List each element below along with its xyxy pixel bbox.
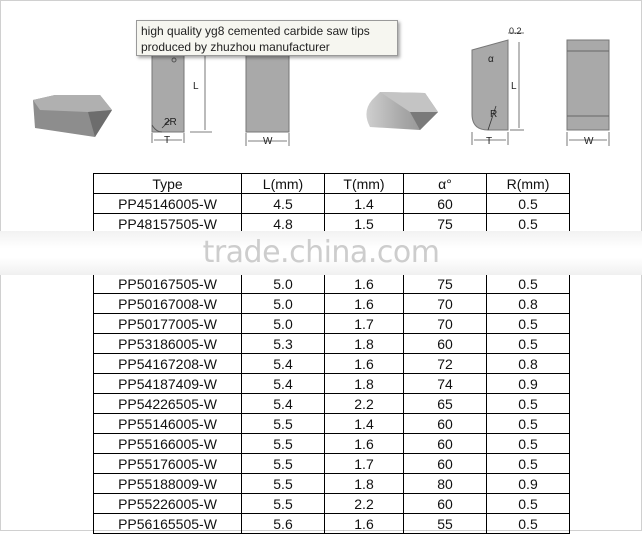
table-cell: 74 xyxy=(404,374,487,394)
table-cell: 4.5 xyxy=(242,194,325,214)
table-row xyxy=(94,374,570,394)
table-cell: PP48157505-W xyxy=(94,214,242,234)
image-tooltip xyxy=(136,20,398,56)
table-cell: 65 xyxy=(404,394,487,414)
table-cell: 0.5 xyxy=(487,414,570,434)
table-cell: 0.5 xyxy=(487,274,570,294)
table-cell: 0.9 xyxy=(487,474,570,494)
table-cell: 5.3 xyxy=(242,334,325,354)
table-cell: 70 xyxy=(404,314,487,334)
table-cell: PP45146005-W xyxy=(94,194,242,214)
table-cell: PP50167505-W xyxy=(94,274,242,294)
tip-side-view-rounded xyxy=(567,40,609,147)
table-row xyxy=(94,314,570,334)
table-cell: 0.5 xyxy=(487,394,570,414)
table-cell: 70 xyxy=(404,294,487,314)
table-cell: 1.6 xyxy=(325,354,404,374)
label-L-2: L xyxy=(511,81,517,92)
table-cell: 5.5 xyxy=(242,494,325,514)
table-cell: 2.2 xyxy=(325,394,404,414)
label-0-2: 0.2 xyxy=(509,26,522,36)
table-row xyxy=(94,454,570,474)
table-cell: 0.5 xyxy=(487,454,570,474)
table-cell: PP56165505-W xyxy=(94,514,242,534)
table-header-row xyxy=(94,174,570,194)
table-cell: PP53186005-W xyxy=(94,334,242,354)
watermark-text: trade.china.com xyxy=(202,235,440,270)
table-cell: 5.6 xyxy=(242,514,325,534)
label-W-2: W xyxy=(584,136,594,147)
table-cell: PP50177005-W xyxy=(94,314,242,334)
table-cell: 1.8 xyxy=(325,334,404,354)
table-cell: 5.4 xyxy=(242,394,325,414)
table-cell: 5.5 xyxy=(242,434,325,454)
table-cell: 5.0 xyxy=(242,274,325,294)
table-cell: 0.5 xyxy=(487,314,570,334)
table-row xyxy=(94,334,570,354)
table-cell: 60 xyxy=(404,194,487,214)
label-T-2: T xyxy=(486,136,493,147)
table-row xyxy=(94,274,570,294)
table-cell: 75 xyxy=(404,214,487,234)
label-R: R xyxy=(490,109,498,120)
table-cell: 0.5 xyxy=(487,494,570,514)
spec-table-top xyxy=(93,173,570,234)
table-cell: 1.4 xyxy=(325,194,404,214)
table-cell: 0.5 xyxy=(487,434,570,454)
table-cell: 60 xyxy=(404,454,487,474)
table-row xyxy=(94,434,570,454)
table-cell: 55 xyxy=(404,514,487,534)
table-cell: PP50167008-W xyxy=(94,294,242,314)
table-cell: PP54167208-W xyxy=(94,354,242,374)
column-header: L(mm) xyxy=(242,174,325,194)
label-T-1: T xyxy=(164,135,171,146)
label-alpha: α xyxy=(488,54,494,65)
table-row xyxy=(94,494,570,514)
table-row xyxy=(94,414,570,434)
table-cell: PP55146005-W xyxy=(94,414,242,434)
table-cell: 1.7 xyxy=(325,454,404,474)
tooltip-line-2: produced by zhuzhou manufacturer xyxy=(141,40,330,54)
label-2R: 2R xyxy=(164,117,177,128)
table-cell: 1.6 xyxy=(325,274,404,294)
table-cell: 75 xyxy=(404,274,487,294)
table-cell: 5.4 xyxy=(242,354,325,374)
tip-3d-rounded xyxy=(366,92,438,130)
table-cell: 5.5 xyxy=(242,414,325,434)
table-cell: PP55176005-W xyxy=(94,454,242,474)
column-header: R(mm) xyxy=(487,174,570,194)
tip-front-view-flat xyxy=(152,53,212,146)
table-cell: 80 xyxy=(404,474,487,494)
table-cell: 5.0 xyxy=(242,314,325,334)
column-header: T(mm) xyxy=(325,174,404,194)
table-cell: 60 xyxy=(404,334,487,354)
table-cell: 5.0 xyxy=(242,294,325,314)
table-cell: 60 xyxy=(404,434,487,454)
table-cell: 0.5 xyxy=(487,214,570,234)
table-cell: 1.6 xyxy=(325,294,404,314)
label-W-1: W xyxy=(263,136,273,147)
table-cell: 1.8 xyxy=(325,474,404,494)
label-L-1: L xyxy=(193,81,199,92)
table-cell: 0.5 xyxy=(487,194,570,214)
table-cell: 1.5 xyxy=(325,214,404,234)
column-header: Type xyxy=(94,174,242,194)
table-cell: PP55188009-W xyxy=(94,474,242,494)
tip-side-view-flat xyxy=(246,53,289,147)
table-cell: PP55226005-W xyxy=(94,494,242,514)
table-cell: 1.7 xyxy=(325,314,404,334)
table-cell: 0.8 xyxy=(487,354,570,374)
table-cell: PP54226505-W xyxy=(94,394,242,414)
table-cell: 1.8 xyxy=(325,374,404,394)
table-cell: 5.4 xyxy=(242,374,325,394)
table-cell: 5.5 xyxy=(242,474,325,494)
table-cell: 0.9 xyxy=(487,374,570,394)
table-cell: 0.8 xyxy=(487,294,570,314)
table-row xyxy=(94,194,570,214)
table-cell: 1.6 xyxy=(325,514,404,534)
watermark-banner xyxy=(0,231,642,275)
table-cell: 0.5 xyxy=(487,334,570,354)
table-cell: 2.2 xyxy=(325,494,404,514)
table-cell: 1.6 xyxy=(325,434,404,454)
table-row xyxy=(94,394,570,414)
table-cell: 4.8 xyxy=(242,214,325,234)
table-row xyxy=(94,354,570,374)
table-cell: 72 xyxy=(404,354,487,374)
tooltip-line-1: high quality yg8 cemented carbide saw tips xyxy=(141,24,370,38)
table-row xyxy=(94,294,570,314)
table-cell: PP54187409-W xyxy=(94,374,242,394)
table-cell: 60 xyxy=(404,414,487,434)
table-cell: 60 xyxy=(404,494,487,514)
table-row xyxy=(94,474,570,494)
spec-table-bottom xyxy=(93,273,570,534)
table-cell: 5.5 xyxy=(242,454,325,474)
column-header: α° xyxy=(404,174,487,194)
tip-3d-flat xyxy=(33,95,112,137)
table-cell: 1.4 xyxy=(325,414,404,434)
tip-front-view-rounded xyxy=(472,26,524,147)
table-cell: 0.5 xyxy=(487,514,570,534)
table-cell: PP55166005-W xyxy=(94,434,242,454)
